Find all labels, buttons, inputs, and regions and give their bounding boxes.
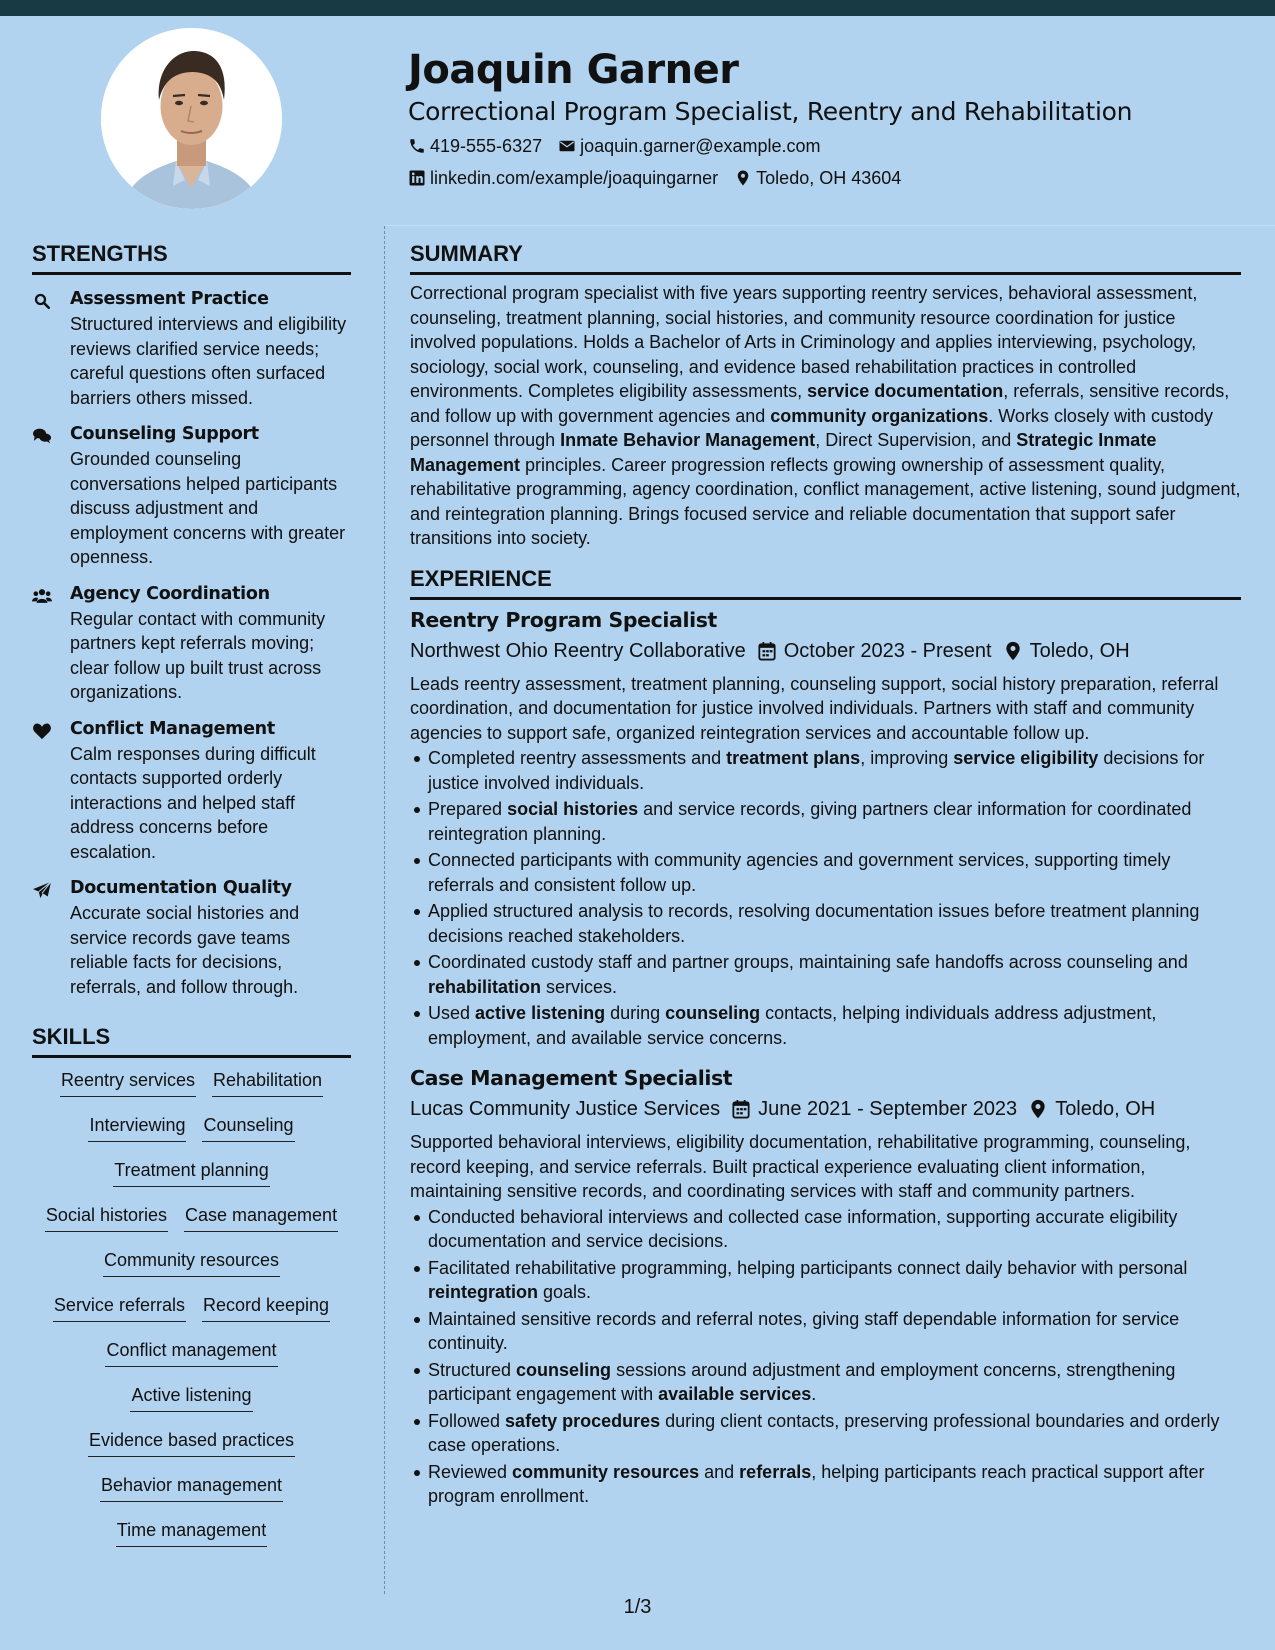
skill-tag: Interviewing (88, 1113, 186, 1142)
job-dates (746, 636, 992, 666)
contact-row-2 (408, 162, 1248, 194)
text-run: Maintained sensitive records and referral notes, giving staff dependable information for service continuity. (428, 1308, 1180, 1353)
bold-phrase: Strategic Inmate Management (410, 430, 1157, 475)
strength-item (32, 876, 351, 999)
bullet-item (410, 797, 1241, 846)
candidate-name: Joaquin Garner (408, 47, 739, 93)
bullet-item (410, 1460, 1241, 1509)
left-column (32, 240, 351, 1563)
job-entry (410, 606, 1241, 1051)
text-run: principles. Career progression reflects growing ownership of assessment quality, rehabilitative programming, agency coordination, conflict management, active listening, sound judgment, and reintegration planning. Brings focused service and reliable documentation that support safer transitions into society. (410, 454, 1241, 548)
bullet-item (410, 746, 1241, 795)
location-text: Toledo, OH (1029, 639, 1130, 662)
location-text: Toledo, OH 43604 (756, 167, 902, 188)
text-run: goals. (538, 1282, 592, 1302)
job-location (992, 636, 1130, 666)
bold-phrase: community resources (512, 1461, 700, 1482)
bold-phrase: community organizations (770, 405, 989, 426)
bold-phrase: counseling (516, 1359, 612, 1380)
skill-tag: Service referrals (53, 1293, 186, 1322)
bullet-item (410, 1205, 1241, 1254)
strengths-list (32, 287, 351, 999)
location-text: Toledo, OH (1055, 1098, 1156, 1120)
skill-row (80, 1113, 302, 1158)
skill-row (45, 1293, 338, 1338)
skill-tag: Reentry services (60, 1068, 196, 1097)
text-run: services. (541, 976, 618, 997)
text-run: during client contacts, preserving professional boundaries and orderly case operations. (428, 1410, 1220, 1455)
bold-phrase: safety procedures (505, 1410, 661, 1431)
chat-icon (32, 422, 70, 570)
strength-item (32, 717, 351, 865)
text-run: , referrals, sensitive records, and follow up with government agencies and (410, 381, 1230, 426)
strength-item (32, 287, 351, 410)
experience-list (410, 606, 1241, 1509)
text-run: Applied structured analysis to records, resolving documentation issues before treatment planning decisions reached stakeholders. (428, 901, 1200, 946)
text-run: Used (428, 1003, 476, 1023)
text-run: Followed (428, 1410, 506, 1431)
strength-description: Accurate social histories and service records gave teams reliable facts for decisions, referrals, and follow through. (70, 903, 300, 997)
heart-icon (32, 717, 70, 865)
text-run: , Direct Supervision, and (815, 430, 1017, 450)
bullet-item (410, 1358, 1241, 1407)
bullet-item (410, 848, 1241, 897)
linkedin-icon (408, 169, 426, 187)
job-bullets (410, 746, 1241, 1050)
text-run: . Works closely with custody personnel through (410, 405, 1214, 450)
skill-tag: Active listening (130, 1383, 252, 1412)
job-dates (720, 1094, 1017, 1124)
skill-row (95, 1248, 288, 1293)
job-entry (410, 1064, 1241, 1509)
experience-heading: EXPERIENCE (410, 565, 1241, 600)
skill-row (97, 1338, 285, 1383)
skill-row (37, 1203, 346, 1248)
bold-phrase: counseling (665, 1003, 761, 1023)
job-title: Case Management Specialist (410, 1066, 733, 1090)
resume-header (408, 42, 1248, 194)
strength-body (70, 287, 351, 410)
strength-item (32, 582, 351, 705)
header-divider (384, 225, 1275, 226)
phone-contact[interactable] (408, 136, 542, 157)
bold-phrase: service documentation (807, 381, 1004, 401)
strength-title: Documentation Quality (70, 878, 292, 898)
strength-title: Agency Coordination (70, 583, 270, 604)
strength-title: Assessment Practice (70, 289, 269, 309)
company-name: Lucas Community Justice Services (410, 1098, 721, 1120)
map-pin-icon (992, 641, 1030, 661)
strength-title: Conflict Management (70, 718, 275, 739)
text-run: Prepared (428, 799, 508, 819)
users-icon (32, 582, 70, 705)
strength-item (32, 422, 351, 570)
bold-phrase: active listening (475, 1003, 606, 1023)
bullet-item (410, 950, 1241, 999)
text-run: Connected participants with community agencies and government services, supporting timely referrals and consistent follow up. (428, 850, 1171, 895)
strength-body (70, 876, 351, 999)
job-description: Supported behavioral interviews, eligibility documentation, rehabilitative programming, counseling, record keeping, and service referrals. Built practical experience evaluating client information, maintaining sensitive records, and coordinating services with staff and community partners. (410, 1132, 1191, 1201)
dates-text: June 2021 - September 2023 (758, 1098, 1018, 1120)
text-run: sessions around adjustment and employment concerns, strengthening participant engagement with (428, 1359, 1176, 1404)
column-divider (384, 226, 385, 1594)
paper-plane-icon (32, 876, 70, 999)
text-run: and service records, giving partners clear information for coordinated reintegration planning. (428, 799, 1192, 844)
text-run: . (811, 1384, 817, 1404)
bold-phrase: available services (658, 1384, 812, 1404)
bold-phrase: rehabilitation (428, 976, 542, 997)
phone-icon (408, 137, 426, 155)
bold-phrase: treatment plans (726, 748, 861, 768)
skill-tag: Rehabilitation (212, 1068, 323, 1097)
strength-body (70, 717, 351, 865)
skill-row (108, 1518, 275, 1563)
summary-heading: SUMMARY (410, 240, 1241, 275)
email-text: joaquin.garner@example.com (580, 135, 821, 156)
strengths-heading: STRENGTHS (32, 240, 351, 275)
text-run: and (699, 1461, 740, 1482)
contact-row-1 (408, 130, 1248, 162)
text-run: , improving (860, 748, 954, 768)
search-icon (32, 287, 70, 410)
bold-phrase: reintegration (428, 1282, 539, 1302)
job-description: Leads reentry assessment, treatment planning, counseling support, social history preparation, referral coordination, and documentation for justice involved individuals. Partners with staff and community agencies to support safe, organized reintegration services and accountable follow up. (410, 673, 1219, 743)
map-pin-icon (734, 169, 752, 187)
strength-title: Counseling Support (70, 424, 259, 444)
page-number: 1/3 (623, 1596, 652, 1618)
skill-tag: Treatment planning (113, 1158, 269, 1187)
text-run: decisions for justice involved individuals. (428, 748, 1205, 793)
text-run: during (605, 1003, 666, 1023)
calendar-icon (720, 1099, 758, 1119)
email-contact[interactable] (558, 136, 820, 157)
company-name: Northwest Ohio Reentry Collaborative (410, 639, 746, 662)
bold-phrase: service eligibility (953, 748, 1099, 768)
job-meta (410, 636, 1241, 666)
text-run: , helping participants reach practical support after program enrollment. (428, 1461, 1205, 1506)
skill-row (52, 1068, 331, 1113)
skills-heading: SKILLS (32, 1023, 351, 1058)
text-run: Completed reentry assessments and (428, 748, 727, 768)
skill-tag: Conflict management (105, 1338, 277, 1367)
dates-text: October 2023 - Present (783, 639, 992, 662)
bullet-item (410, 1001, 1241, 1050)
text-run: Reviewed (428, 1461, 513, 1482)
skill-row (122, 1383, 260, 1428)
bold-phrase: social histories (507, 799, 639, 819)
job-location (1017, 1094, 1155, 1124)
job-title: Reentry Program Specialist (410, 607, 717, 632)
skill-tag: Social histories (45, 1203, 168, 1232)
strength-description: Regular contact with community partners kept referrals moving; clear follow up built trust across organizations. (70, 608, 326, 702)
skill-tag: Evidence based practices (88, 1428, 295, 1457)
envelope-icon (558, 137, 576, 155)
strength-description: Calm responses during difficult contacts supported orderly interactions and helped staff address concerns before escalation. (70, 743, 316, 862)
skill-row (92, 1473, 291, 1518)
candidate-title: Correctional Program Specialist, Reentry and Rehabilitation (408, 97, 1133, 126)
bold-phrase: referrals (739, 1461, 812, 1482)
strength-body (70, 422, 351, 570)
skill-tag: Time management (116, 1518, 267, 1547)
top-accent-bar (0, 0, 1275, 16)
calendar-icon (746, 641, 784, 661)
bold-phrase: Inmate Behavior Management (560, 430, 816, 450)
text-run: Correctional program specialist with five years supporting reentry services, behavioral assessment, counseling, treatment planning, social histories, and community resource coordination for justice involved populations. Holds a Bachelor of Arts in Criminology and applies interviewing, psychology, sociology, social work, counseling, and evidence based rehabilitation practices in controlled environments. Completes eligibility assessments, (410, 283, 1198, 401)
summary-text (410, 281, 1241, 551)
skills-list (32, 1068, 351, 1563)
skill-tag: Behavior management (100, 1473, 283, 1502)
profile-photo (101, 28, 282, 209)
skill-row (80, 1428, 303, 1473)
skill-row (105, 1158, 277, 1203)
text-run: Conducted behavioral interviews and collected case information, supporting accurate eligibility documentation and service decisions. (428, 1206, 1178, 1251)
linkedin-text: linkedin.com/example/joaquingarner (430, 167, 719, 188)
bullet-item (410, 899, 1241, 948)
bullet-item (410, 1409, 1241, 1458)
strength-body (70, 582, 351, 705)
text-run: Structured (428, 1359, 517, 1380)
job-meta (410, 1094, 1241, 1124)
skill-tag: Counseling (202, 1113, 294, 1142)
linkedin-contact[interactable] (408, 168, 718, 189)
phone-text: 419-555-6327 (430, 135, 543, 156)
skill-tag: Case management (184, 1203, 338, 1232)
strength-description: Structured interviews and eligibility reviews clarified service needs; careful questions often surfaced barriers others missed. (70, 314, 347, 408)
job-bullets (410, 1205, 1241, 1509)
strength-description: Grounded counseling conversations helped participants discuss adjustment and employment concerns with greater openness. (70, 449, 346, 567)
text-run: Coordinated custody staff and partner groups, maintaining safe handoffs across counseling and (428, 952, 1188, 972)
map-pin-icon (1017, 1099, 1055, 1119)
skill-tag: Record keeping (202, 1293, 330, 1322)
text-run: Facilitated rehabilitative programming, helping participants connect daily behavior with personal (428, 1257, 1188, 1278)
text-run: contacts, helping individuals address adjustment, employment, and available service concerns. (428, 1003, 1157, 1048)
bullet-item (410, 1307, 1241, 1356)
skill-tag: Community resources (103, 1248, 280, 1277)
location-contact (734, 168, 901, 189)
right-column (410, 240, 1241, 1511)
bullet-item (410, 1256, 1241, 1305)
